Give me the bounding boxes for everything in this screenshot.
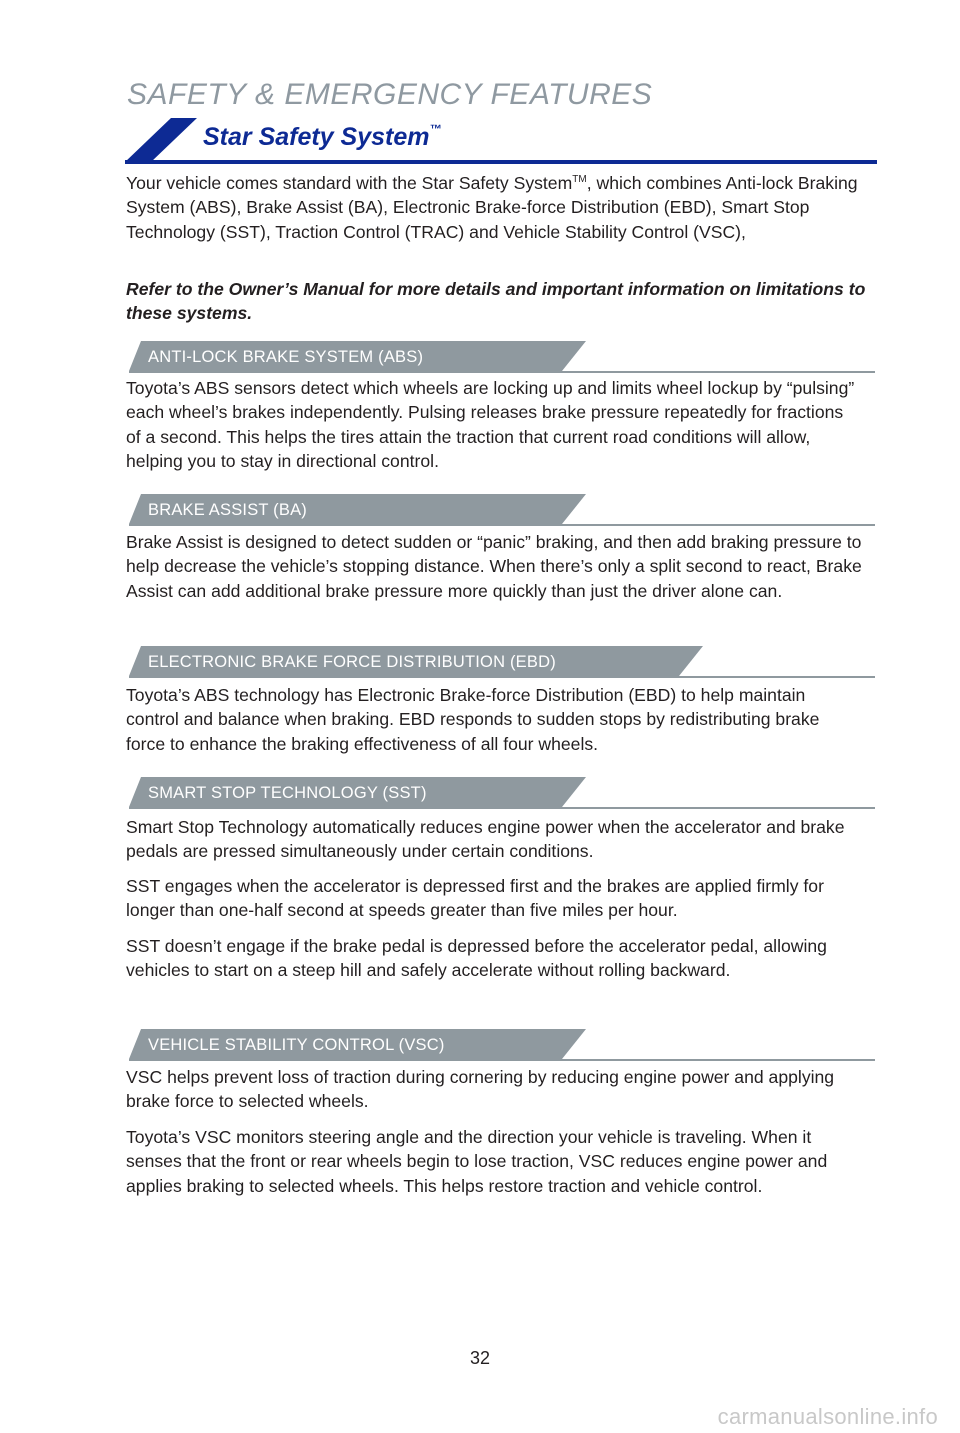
section-heading-abs [129, 341, 875, 373]
abs-paragraph: Toyota’s ABS sensors detect which wheels are locking up and limits wheel lockup by “pulsing” each wheel’s brakes independently. Pulsing releases brake pressure repeatedly for fractions of a second. This helps the tires attain the traction that current road conditions will allow, helping you to stay in directional control. [126, 378, 855, 472]
section-heading-label: SMART STOP TECHNOLOGY (SST) [148, 784, 427, 802]
section-heading-ba [129, 494, 875, 526]
section-heading-vsc [129, 1029, 875, 1061]
page-title: Star Safety System™ [203, 122, 442, 151]
category-heading: SAFETY & EMERGENCY FEATURES [127, 78, 653, 111]
trademark-mark: ™ [429, 122, 442, 136]
title-band [125, 118, 877, 164]
trademark-superscript: TM [572, 174, 587, 186]
page-number: 32 [469, 1348, 491, 1368]
section-heading-label: BRAKE ASSIST (BA) [148, 501, 307, 519]
owners-manual-note: Refer to the Owner’s Manual for more details and important information on limitations to these systems. [126, 279, 866, 324]
vsc-paragraph-2: Toyota’s VSC monitors steering angle and the direction your vehicle is traveling. When it senses that the front or rear wheels begin to lose traction, VSC reduces engine power and applies braking to selected wheels. This helps restore traction and vehicle control. [126, 1127, 828, 1196]
vsc-paragraph-1: VSC helps prevent loss of traction during cornering by reducing engine power and applying brake force to selected wheels. [126, 1067, 835, 1112]
section-heading-label: ELECTRONIC BRAKE FORCE DISTRIBUTION (EBD) [148, 653, 556, 671]
section-heading-sst [129, 777, 875, 809]
section-heading-label: VEHICLE STABILITY CONTROL (VSC) [148, 1036, 445, 1054]
title-rule [125, 160, 877, 164]
title-accent-shape [125, 118, 197, 162]
intro-paragraph: Your vehicle comes standard with the Star Safety System™, which combines Anti-lock Braking System (ABS), Brake Assist (BA), Electronic Brake-force Distribution (EBD), Smart Stop Technology (SST), Traction Control (TRAC) and Vehicle Stability Control (VSC), [126, 173, 858, 242]
watermark-text: carmanualsonline.info [717, 1404, 938, 1429]
sst-paragraph-3: SST doesn’t engage if the brake pedal is depressed before the accelerator pedal, allowing vehicles to start on a steep hill and safely accelerate without rolling backward. [126, 936, 827, 981]
sst-paragraph-2: SST engages when the accelerator is depressed first and the brakes are applied firmly for longer than one-half second at speeds greater than five miles per hour. [126, 876, 824, 921]
section-heading-label: ANTI-LOCK BRAKE SYSTEM (ABS) [148, 348, 424, 366]
section-heading-ebd [129, 646, 875, 678]
ba-paragraph: Brake Assist is designed to detect sudden or “panic” braking, and then add braking pressure to help decrease the vehicle’s stopping distance. When there’s only a split second to react, Brake Assist can add additional brake pressure more quickly than just the driver alone can. [126, 532, 862, 601]
sst-paragraph-1: Smart Stop Technology automatically reduces engine power when the accelerator and brake pedals are pressed simultaneously under certain conditions. [126, 817, 845, 862]
ebd-paragraph: Toyota’s ABS technology has Electronic Brake-force Distribution (EBD) to help maintain control and balance when braking. EBD responds to sudden stops by redistributing brake force to enhance the braking effectiveness of all four wheels. [126, 685, 820, 754]
